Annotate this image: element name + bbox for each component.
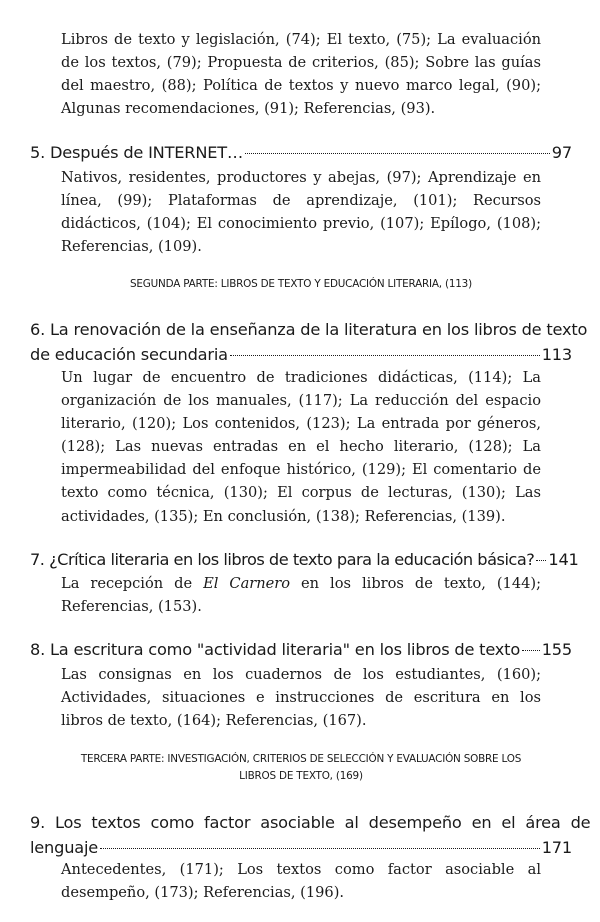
chapter-5-sections: Nativos, residentes, productores y abejas, (97); Aprendizaje en línea, (99); Plataformas de aprendizaje, (101); Recursos didácticos, (104); El conocimiento previo, (107); Epílogo, (108); Referencias, (109). xyxy=(61,169,541,256)
dot-leader xyxy=(522,650,540,651)
chapter-6-page: 113 xyxy=(541,344,572,364)
chapter-7-heading[interactable] xyxy=(30,548,579,573)
chapter-8-heading[interactable] xyxy=(30,638,572,663)
chapter-7-title: 7. ¿Crítica literaria en los libros de texto para la educación básica? xyxy=(30,550,535,569)
chapter-7-sections-italic: El Carnero xyxy=(203,575,291,592)
chapter-5-title: 5. Después de INTERNET… xyxy=(30,143,243,162)
chapter-9-sections: Antecedentes, (171); Los textos como factor asociable al desempeño, (173); Referencias, (196). xyxy=(61,861,541,902)
part-3-title-line-2: LIBROS DE TEXTO, (169) xyxy=(239,770,363,782)
chapter-8-title: 8. La escritura como "actividad literaria" en los libros de texto xyxy=(30,640,521,659)
dot-leader xyxy=(245,153,550,154)
dot-leader xyxy=(100,848,540,849)
chapter-7-sections xyxy=(61,572,541,618)
part-2-title: SEGUNDA PARTE: LIBROS DE TEXTO Y EDUCACIÓN LITERARIA, (113) xyxy=(130,278,472,290)
chapter-4-sections: Libros de texto y legislación, (74); El texto, (75); La evaluación de los textos, (79); Propuesta de criterios, (85); Sobre las guías del maestro, (88); Política de textos y nuevo marco legal, (90); Algunas recomendaciones, (91); Referencias, (93). xyxy=(61,31,541,118)
chapter-7-page: 141 xyxy=(548,550,579,569)
dot-leader xyxy=(230,355,540,356)
chapter-6-sections: Un lugar de encuentro de tradiciones didácticas, (114); La organización de los manuales, (117); La reducción del espacio literario, (120); Los contenidos, (123); La entrada por géneros, (128); Las nuevas entradas en el hecho literario, (128); La impermeabilidad del enfoque histórico, (129); El comentario de texto como técnica, (130); El corpus de lecturas, (130); Las actividades, (135); En conclusión, (138); Referencias, (139). xyxy=(61,369,541,525)
dot-leader xyxy=(536,560,546,561)
chapter-7-sections-pre: La recepción de xyxy=(61,575,204,592)
chapter-6-title-line-1: 6. La renovación de la enseñanza de la literatura en los libros de texto xyxy=(30,320,588,339)
chapter-5-page: 97 xyxy=(551,143,572,162)
chapter-8-sections: Las consignas en los cuadernos de los estudiantes, (160); Actividades, situaciones e instrucciones de escritura en los libros de texto, (164); Referencias, (167). xyxy=(61,666,541,730)
chapter-9-heading[interactable] xyxy=(30,811,591,860)
part-3-title xyxy=(30,751,572,785)
chapter-9-page: 171 xyxy=(541,837,572,857)
chapter-6-title-line-2: de educación secundaria xyxy=(30,344,228,364)
chapter-8-page: 155 xyxy=(541,640,572,659)
chapter-6-heading[interactable] xyxy=(30,318,588,367)
part-3-title-line-1: TERCERA PARTE: INVESTIGACIÓN, CRITERIOS DE SELECCIÓN Y EVALUACIÓN SOBRE LOS xyxy=(80,753,522,765)
chapter-7-sections-post: en los libros de texto, (144); Referencias, (153). xyxy=(61,575,542,616)
chapter-9-title-line-2: lenguaje xyxy=(30,837,99,857)
chapter-9-title-line-1: 9. Los textos como factor asociable al desempeño en el área de xyxy=(30,813,591,832)
chapter-5-heading[interactable] xyxy=(30,141,572,166)
